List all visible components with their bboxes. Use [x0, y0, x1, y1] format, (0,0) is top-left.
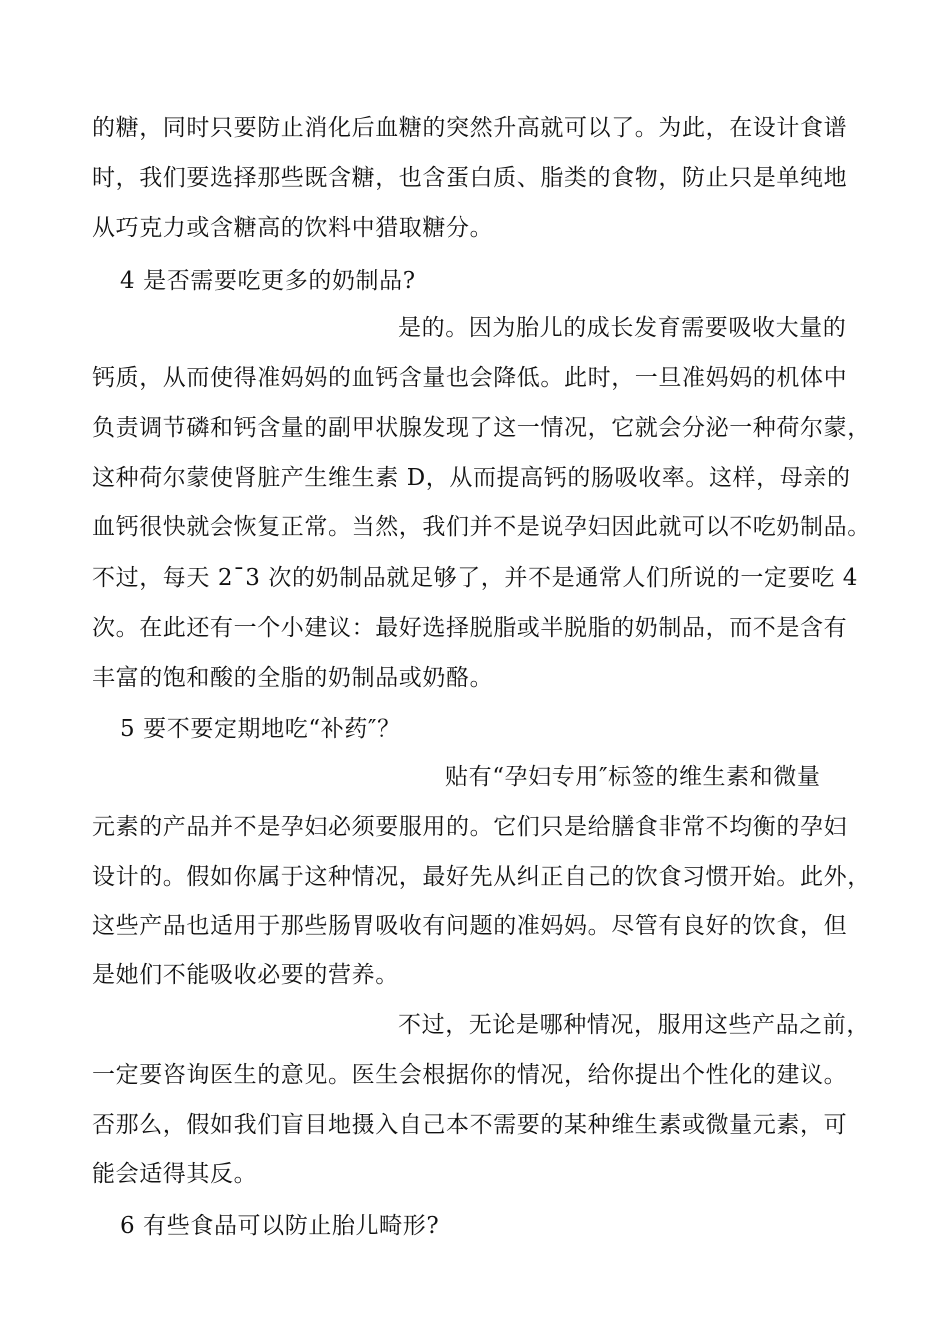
answer-start-line: 是的。因为胎儿的成长发育需要吸收大量的 [398, 315, 847, 341]
body-text-line: 丰富的饱和酸的全脂的奶制品或奶酪。 [92, 665, 494, 691]
question-heading-6: 6 有些食品可以防止胎儿畸形? [120, 1213, 440, 1239]
body-text-line: 是她们不能吸收必要的营养。 [92, 962, 399, 988]
body-text-line: 设计的。假如你属于这种情况，最好先从纠正自己的饮食习惯开始。此外， [92, 864, 871, 890]
body-text-line: 元素的产品并不是孕妇必须要服用的。它们只是给膳食非常不均衡的孕妇 [92, 814, 848, 840]
body-text-line: 一定要咨询医生的意见。医生会根据你的情况，给你提出个性化的建议。 [92, 1062, 848, 1088]
body-text-line: 这些产品也适用于那些肠胃吸收有问题的准妈妈。尽管有良好的饮食，但 [92, 913, 848, 939]
body-text-line: 次。在此还有一个小建议：最好选择脱脂或半脱脂的奶制品，而不是含有 [92, 615, 848, 641]
body-text-line: 负责调节磷和钙含量的副甲状腺发现了这一情况，它就会分泌一种荷尔蒙， [92, 415, 871, 441]
body-text-line: 否那么，假如我们盲目地摄入自己本不需要的某种维生素或微量元素，可 [92, 1112, 848, 1138]
question-heading-5: 5 要不要定期地吃“补药″？ [120, 716, 401, 742]
body-text-line: 能会适得其反。 [92, 1161, 258, 1187]
paragraph-start-line: 不过，无论是哪种情况，服用这些产品之前， [398, 1012, 870, 1038]
body-text-line: 从巧克力或含糖高的饮料中猎取糖分。 [92, 215, 494, 241]
body-text-line: 不过，每天 2¯3 次的奶制品就足够了，并不是通常人们所说的一定要吃 4 [92, 565, 858, 591]
body-text-line: 时，我们要选择那些既含糖，也含蛋白质、脂类的食物，防止只是单纯地 [92, 165, 848, 191]
answer-start-line: 贴有“孕妇专用″标签的维生素和微量 [445, 764, 821, 790]
body-text-line: 这种荷尔蒙使肾脏产生维生素 D，从而提高钙的肠吸收率。这样，母亲的 [92, 465, 851, 491]
body-text-line: 血钙很快就会恢复正常。当然，我们并不是说孕妇因此就可以不吃奶制品。 [92, 514, 871, 540]
body-text-line: 的糖，同时只要防止消化后血糖的突然升高就可以了。为此，在设计食谱 [92, 115, 848, 141]
body-text-line: 钙质，从而使得准妈妈的血钙含量也会降低。此时，一旦准妈妈的机体中 [92, 365, 848, 391]
question-heading-4: 4 是否需要吃更多的奶制品? [120, 268, 416, 294]
